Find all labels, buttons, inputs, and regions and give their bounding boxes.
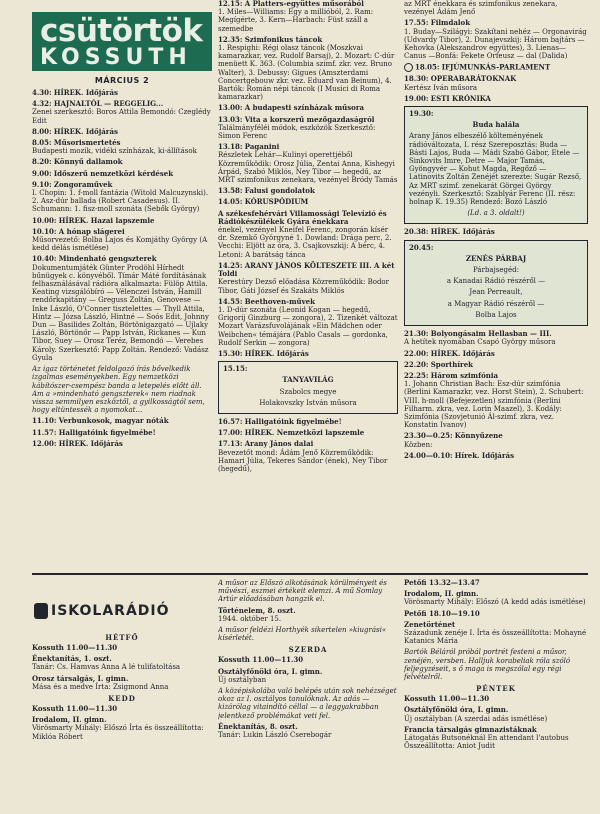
col1-time: 10.10: bbox=[32, 226, 57, 236]
col1-entry bbox=[32, 417, 212, 425]
col1-body: I. Chopin: 1. f-moll fantázia (Witold Malcuzynski). 2. Asz-dúr ballada (Robert Casadesus). II. Schumann: 1. fisz-moll szonáta (Sebők György) bbox=[32, 189, 209, 214]
col2-body: 1. D-dúr szonáta (Leonid Kogan — hegedű, Grigorij Ginzburg — zongora), 2. Tizenkét változat Mozart Varázsfuvolájának »Ein Mädchen oder Weibchen« témájára (Pablo Casals — gordonka, Rudolf Serkin — zongora) bbox=[218, 305, 398, 347]
col2-title: Vita a korszerű mezőgazdaságról bbox=[244, 114, 375, 124]
col1-time: 9.10: bbox=[32, 179, 52, 189]
col3c-time: 22.25: bbox=[404, 370, 429, 380]
col2-title: KÓRUSPÓDIUM bbox=[244, 197, 309, 207]
col1-entry bbox=[32, 217, 212, 225]
iskola-c-title: Zenetörténet bbox=[404, 619, 456, 629]
col1-time: 12.00: bbox=[32, 438, 57, 448]
col2-body: Részletek Lehár—Kulinyi operettjéből Közreműködik: Orosz Júlia, Zentai Anna, Kishegyi Árpád, Szabó Miklós, Ney Tibor — hegedű, az MRT szimfonikus zenekara, vezényel Bródy Tamás bbox=[218, 151, 398, 185]
col3-body: 1. Buday—Szilágyi: Szakítani nehéz — Orgonavirág (Udvardy Tibor), 2. Dunajevszkij: Három bajtárs — Kehovka (Alekszandrov együttes), 3. Lienas—Canus —Bonfá: Fekete Orfeusz — dal (Dalida) bbox=[404, 27, 587, 61]
col2-entry bbox=[218, 36, 398, 102]
col3c-body: Közben: bbox=[404, 440, 433, 449]
iskola-b-entry bbox=[218, 723, 398, 739]
col1-list bbox=[32, 89, 212, 448]
col2b-entry bbox=[218, 418, 398, 426]
col3c-body: A hetítek nyomában Csapó György műsora bbox=[404, 338, 556, 347]
col2b-title: Halligatóink figyelmébe! bbox=[244, 416, 342, 426]
buda-time: 19.30: bbox=[409, 109, 434, 119]
tanyavilag-sub2: Holakovszky István műsora bbox=[259, 398, 357, 407]
iskola-c-day-5: PÉNTEK bbox=[476, 684, 516, 694]
col1-entry bbox=[32, 429, 212, 437]
col2-entry bbox=[218, 210, 398, 259]
iskola-c-time: Kossuth 11.00—11.30 bbox=[404, 694, 490, 704]
col1-title: HÍREK. Hazai lapszemle bbox=[58, 215, 155, 225]
col2-time: 14.25: bbox=[218, 260, 243, 270]
col1-body: Budapesti mozik, vidéki színházak, ki-állítások bbox=[32, 147, 197, 156]
iskola-a-body: Tanár: Cs. Hamvas Anna A lé tulifatoltása bbox=[32, 663, 181, 672]
col3-title: IFJÚMUNKÁS-PARLAMENT bbox=[441, 62, 551, 72]
iskola-c-time: Petőfi 13.32—13.47 bbox=[404, 579, 480, 587]
col3c-time: 21.30: bbox=[404, 329, 429, 339]
col2b-entry bbox=[218, 440, 398, 473]
iskola-c-title: Francia társalgás gimnazistáknak bbox=[404, 724, 537, 734]
col2b-time: 16.57: bbox=[218, 416, 243, 426]
col3-title: ESTI KRÓNIKA bbox=[430, 93, 491, 103]
broadcast-icon bbox=[404, 63, 413, 72]
col2-entry bbox=[218, 350, 398, 358]
col3-entry bbox=[404, 75, 588, 91]
col2-time: 13.18: bbox=[218, 142, 243, 152]
col1-time: 8.05: bbox=[32, 138, 52, 148]
col1-entry bbox=[32, 228, 212, 253]
col1-title: Zongoraművek bbox=[53, 179, 113, 189]
iskola-c-entry bbox=[404, 590, 588, 606]
column-3 bbox=[404, 0, 588, 463]
col3-title: Filmdalok bbox=[430, 18, 471, 28]
iskola-b-title: Énektanítás, 8. oszt. bbox=[218, 721, 298, 731]
col1-title: HÍREK. Időjárás bbox=[53, 88, 118, 97]
col3-list bbox=[404, 0, 588, 103]
col2b-time: 17.00: bbox=[218, 428, 243, 438]
iskola-b-entry bbox=[218, 668, 398, 684]
iskola-c-body: Vörösmarty Mihály: Előszó (A kedd adás ismétlése) bbox=[404, 598, 586, 607]
iskola-b-body: A műsor az Előszó alkotásának körülményeit és művészi, eszmei értékeit elemzi. A mű Somlay Artúr előadásában hangzik el. bbox=[218, 579, 387, 604]
iskola-b-title: Történelem, 8. oszt. bbox=[218, 605, 296, 615]
col3c-list bbox=[404, 330, 588, 460]
iskola-a-entry bbox=[32, 705, 212, 713]
col2-body: 1. Miles—Williams: Egy a millióból, 2. Ram: Megígérte, 3. Kern—Harbach: Füst száll a szemedbe bbox=[218, 8, 374, 33]
iskola-c-body: Új osztályban (A szerdai adás ismétlése) bbox=[404, 714, 548, 723]
iskola-a-entry bbox=[32, 644, 212, 652]
col3c-title: Bolyongásaim Hellasban — III. bbox=[430, 329, 552, 339]
col1-body: Dokumentumjáték Günter Prodöhl Hírhedt bűnügyek c. könyvéből. Tímár Máté fordításának felhasználásával rádióra alkalmazta: Fülöp Attila. Keating vizsgálóbíró — Vélenczei István, Hamill rendőrkapitány — Greguss Zoltán, Genovese — Inke László, O'Conner tisztelettes — Thyll Attila, Hintz — Józsa László, Hintné — Soós Edit, Johnny Dun — Basilides Zoltán, Börtönigazgató — Ujlaky László, Börtönőr — Papp István, Rickanes — Kun Tibor, Suey — Orosz Teréz, Bemondó — Verebes Károly. Szerkesztő: Papp Zoltán. Rendező: Vadász Gyula bbox=[32, 263, 209, 362]
col1-entry bbox=[32, 181, 212, 214]
col1-time: 11.57: bbox=[32, 427, 57, 437]
col2-body: 1. Respighi: Régi olasz táncok (Moszkvai kamarazkar, vez. Rudolf Barsaj), 2. Mozart: C-dúr menüett K. 363. (Columbia szimf. zkr. vez. Bruno Walter), 3. Debussy: Gigues (Amszterdami Concertgebouw zkr. vez. Eduard van Beinum), 4. Bartók: Román népi táncok (I Musici di Roma kamarazkar) bbox=[218, 44, 395, 102]
col3c-body: 1. Johann Christian Bach: Esz-dúr szimfónia (Berlini Kamarazkr, vez. Horst Stein), 2. Schubert: VIII. h-moll (Befejezetlen) szimfónia (Berlini Filharm. zkra, vez. Lorin Maazel), 3. Kodály: Szimfónia (Szovjetunió Ál-szimf. zkra, vez. Konstatin Ivanov) bbox=[404, 380, 584, 430]
col1-body: Az igaz történetet feldolgozó írás bővelkedik izgalmas eseményekben. Egy nemzetközi kábítószer-csempész banda a letepelés előtt áll. Am a »mindenható gengszterek« nem riadnak vissza semmilyen eszköztől, a gyilkosságtól sem, hogy eltüntessék a nyomokat... bbox=[32, 365, 205, 415]
column-1 bbox=[32, 0, 212, 451]
buda-box bbox=[404, 106, 588, 224]
iskola-c-body: Látogatás Butsonéknál En attendant l'autobus Összeállította: Aniot Judit bbox=[404, 734, 569, 751]
col1-entry bbox=[32, 365, 212, 414]
col3c-entry bbox=[404, 350, 588, 358]
col1-title: A hónap slágerei bbox=[58, 226, 125, 236]
col2b-entry bbox=[218, 429, 398, 437]
iskola-b-body: Új osztályban bbox=[218, 675, 267, 684]
col2b-body: Bevezetőt mond: Ádám Jenő Közreműködik: Hamari Júlia, Tekeres Sándor (ének), Ney Tibor (hegedű), bbox=[218, 448, 388, 473]
col1-time: 8.00: bbox=[32, 126, 52, 136]
col1-entry bbox=[32, 158, 212, 166]
col1-title: Időszerű nemzetközi kérdések bbox=[53, 168, 174, 178]
iskola-a-title: Irodalom, II. gimn. bbox=[32, 715, 107, 725]
iskola-c-title: Irodalom, II. gimn. bbox=[404, 589, 479, 599]
col1-body: Műsorvezető: Bolba Lajos és Komjáthy György (A kedd délás ismétlése) bbox=[32, 236, 208, 253]
col1-entry bbox=[32, 170, 212, 178]
col2-time: 14.05: bbox=[218, 197, 243, 207]
col2-title: A budapesti színházak műsora bbox=[244, 103, 365, 113]
iskola-col-b bbox=[218, 579, 398, 742]
col2-title: Paganini bbox=[244, 142, 280, 152]
col2-entry bbox=[218, 262, 398, 295]
col3-entry bbox=[404, 95, 588, 103]
col2-time: 12.35: bbox=[218, 34, 243, 44]
tanyavilag-box bbox=[218, 361, 398, 414]
iskola-b-entry bbox=[218, 656, 398, 664]
col2-entry bbox=[218, 104, 398, 112]
zenes-l4: a Magyar Rádió részéről — bbox=[447, 299, 545, 308]
iskola-col-a bbox=[32, 579, 212, 744]
buda-note: (Ld. a 3. oldalt!) bbox=[467, 209, 525, 218]
masthead-day: csütörtök bbox=[40, 13, 203, 49]
col3c-time: 22.20: bbox=[404, 359, 429, 369]
col3c-entry bbox=[404, 432, 588, 448]
iskola-a-entry bbox=[32, 655, 212, 671]
col3b-title: HÍREK. Időjárás bbox=[430, 227, 495, 237]
col3b-entry bbox=[404, 228, 588, 236]
col3-title: OPERABARÁTOKNAK bbox=[430, 74, 517, 84]
iskola-c-entry bbox=[404, 579, 588, 587]
zenes-parbaj-box bbox=[404, 240, 588, 326]
col1-time: 10.40: bbox=[32, 254, 57, 264]
col1-entry bbox=[32, 100, 212, 125]
iskola-a-day-0: HÉTFŐ bbox=[105, 633, 139, 642]
col1-title: HÍREK. Időjárás bbox=[58, 438, 123, 448]
col3b-time: 20.38: bbox=[404, 227, 429, 237]
col2-time: 14.55: bbox=[218, 296, 243, 306]
iskolaradio-logo bbox=[34, 603, 212, 619]
col1-entry bbox=[32, 89, 212, 97]
col3-time: 18.30: bbox=[404, 74, 429, 84]
iskola-a-title: Énektanítás, 1. oszt. bbox=[32, 654, 112, 664]
col3c-entry bbox=[404, 372, 588, 429]
col2-time: 13.58: bbox=[218, 186, 243, 196]
iskola-a-time: Kossuth 11.00—11.30 bbox=[32, 643, 118, 652]
iskola-a-body: Mása és a medve Írta: Zsigmond Anna bbox=[32, 682, 169, 691]
col2-title: Szimfonikus táncok bbox=[244, 34, 323, 44]
iskola-b-body: 1944. október 15. bbox=[218, 614, 282, 623]
iskola-c-entry bbox=[404, 726, 588, 751]
zenes-l5: Bolba Lajos bbox=[475, 310, 517, 319]
col2-title: ARANY JÁNOS KÖLTESZETE III. A két Toldi bbox=[218, 260, 395, 279]
col1-time: 10.00: bbox=[32, 215, 57, 225]
iskola-a-entry bbox=[32, 675, 212, 691]
iskola-b-time: Kossuth 11.00—11.30 bbox=[218, 655, 304, 665]
iskola-b-entry bbox=[218, 607, 398, 623]
iskola-b-body: A középiskolába való belépés után sok nehézséget okoz az I. osztályos tanulóknak. Az adás — kizárólag vitaindító céllal — a leggyakrabban jelentkező problémákat veti fel. bbox=[218, 687, 397, 720]
tanyavilag-sub1: Szabolcs megye bbox=[279, 387, 337, 396]
zenes-l1: Párbajsegéd: bbox=[473, 266, 519, 275]
col2-body: Találmányféléi módok, eszközök Szerkesztő: Simon Ferenc bbox=[218, 123, 376, 141]
col3-time: 19.00: bbox=[404, 93, 429, 103]
col2-time: 12.15: bbox=[218, 0, 243, 8]
col1-time: 4.32: bbox=[32, 99, 52, 109]
col2-time: 15.30: bbox=[218, 348, 243, 358]
iskola-c-body: Bartók Béláról próbál portrét festeni a műsor, zenéjén, versben. Halljuk korabeliak róla szóló feljegyzéseit, s ő maga is megszólal egy régi felvételről. bbox=[404, 648, 571, 682]
col2-entry bbox=[218, 0, 398, 33]
iskola-a-time: Kossuth 11.00—11.30 bbox=[32, 704, 118, 714]
col2-title: HÍREK. Időjárás bbox=[244, 348, 309, 358]
col1-entry bbox=[32, 139, 212, 155]
iskola-a-day-4: KEDD bbox=[108, 694, 136, 704]
iskola-c-title: Osztályfőnöki óra, I. gimn. bbox=[404, 705, 509, 715]
zenes-time: 20.45: bbox=[409, 242, 434, 252]
col1-time: 11.10: bbox=[32, 416, 57, 426]
col2-entry bbox=[218, 187, 398, 195]
col3c-entry bbox=[404, 452, 588, 460]
buda-body: Arany János elbeszélő költeményének rádióváltozata, I. rész Szereposztás: Buda — Básti Lajos, Buda — Mádi Szabó Gábor, Etele — Sinkovits Imre, Detre — Major Tamás, Gyöngyvér — Kohut Magda, Regőző — Latinovits Zoltán Zenéjét szerezte: Sugár Rezső, Az MRT szimf. zenekarát Görgei György vezényli. Szerkesztő: Szablyár Ferenc (II. rész: holnap K. 19.35) Rendező: Bozó László bbox=[409, 132, 582, 207]
col2b-title: HÍREK. Nemzetközi lapszemle bbox=[244, 428, 365, 438]
masthead bbox=[32, 12, 212, 71]
col1-title: Mindenható gengszterek bbox=[58, 254, 157, 264]
col1-time: 9.00: bbox=[32, 168, 52, 178]
iskola-b-title: Osztályfőnöki óra, I. gimn. bbox=[218, 666, 323, 676]
iskola-b-entry bbox=[218, 626, 398, 642]
zenes-l2: a Kanadai Rádió részéről — bbox=[446, 277, 546, 286]
masthead-station: KOSSUTH bbox=[40, 45, 192, 70]
iskola-c-entry bbox=[404, 621, 588, 646]
iskola-b-entry bbox=[218, 687, 398, 720]
column-2 bbox=[218, 0, 398, 476]
col1-title: HAJNALTÓL — REGGELIG... bbox=[53, 99, 164, 109]
iskola-c-entry bbox=[404, 648, 588, 681]
iskola-c-entry bbox=[404, 706, 588, 722]
iskola-col-c bbox=[404, 579, 588, 753]
col2-title: A székesfehérvári Villamossági Televízió és Rádiókészülékek Gyára énekkara bbox=[218, 208, 387, 226]
col1-title: HÍREK. Időjárás bbox=[53, 126, 118, 136]
iskola-c-time: Petőfi 18.10—19.10 bbox=[404, 608, 480, 618]
col3c-entry bbox=[404, 361, 588, 369]
iskola-a-entry bbox=[32, 716, 212, 741]
tanyavilag-time: 15.15: bbox=[223, 364, 248, 374]
iskola-a-title: Orosz társalgás, I. gimn. bbox=[32, 673, 129, 683]
col2b-list bbox=[218, 418, 398, 473]
col1-time: 8.20: bbox=[32, 157, 52, 167]
microphone-icon bbox=[34, 603, 48, 619]
col2-entry bbox=[218, 116, 398, 141]
col3-entry bbox=[404, 0, 588, 16]
col3b-list bbox=[404, 228, 588, 236]
col1-entry bbox=[32, 128, 212, 136]
col2-title: A Platters-együttes műsorából bbox=[244, 0, 364, 8]
col2b-title: Arany János dalai bbox=[244, 439, 314, 449]
col1-title: Könnyű dallamok bbox=[53, 157, 123, 167]
col1-time: 4.30: bbox=[32, 88, 52, 97]
col1-entry bbox=[32, 440, 212, 448]
zenes-title: ZENÉS PÁRBAJ bbox=[465, 253, 527, 263]
col2-title: Falusi gondolatok bbox=[244, 186, 315, 196]
zenes-l3: Jean Perreault, bbox=[469, 288, 523, 297]
iskola-c-list bbox=[404, 579, 588, 750]
iskola-b-day-3: SZERDA bbox=[288, 645, 328, 655]
iskola-b-list bbox=[218, 579, 398, 739]
col1-title: Műsorismertetés bbox=[53, 138, 121, 148]
col3c-entry bbox=[404, 330, 588, 346]
col3c-time: 23.30—0.25: bbox=[404, 431, 453, 441]
col3c-title: HÍREK. Időjárás bbox=[430, 348, 495, 358]
tanyavilag-title: TANYAVILÁG bbox=[282, 375, 334, 385]
iskola-b-entry bbox=[218, 579, 398, 604]
iskola-b-body: Tanár: Lukin László Cserebogár bbox=[218, 731, 332, 740]
col2-body: Kerestúry Dezső előadása Közreműködik: Bodor Tibor, Gáti József és Szakáts Miklós bbox=[218, 278, 389, 295]
col1-title: Verbunkosok, magyar nóták bbox=[58, 416, 169, 426]
col3-body: az MRT énekkara és szimfonikus zenekara, vezényel Ádám Jenő bbox=[404, 0, 558, 17]
col2-list bbox=[218, 0, 398, 358]
col1-title: Halligatóink figyelmébe! bbox=[58, 427, 156, 437]
col2-entry bbox=[218, 198, 398, 206]
col1-entry bbox=[32, 255, 212, 362]
col3c-title: Könnyűzene bbox=[454, 431, 503, 441]
col3-entry bbox=[404, 63, 588, 72]
col3-time: 18.05: bbox=[415, 62, 440, 72]
col3c-title: Három szimfónia bbox=[430, 370, 499, 380]
col2-entry bbox=[218, 298, 398, 347]
col3c-title: Sporthírek bbox=[430, 359, 474, 369]
iskola-a-body: Vörösmarty Mihály: Előszó Írta és összeállította: Miklóa Róbert bbox=[32, 724, 204, 741]
iskolaradio-logo-text: ISKOLARÁDIÓ bbox=[51, 603, 170, 619]
col3-body: Kertész Iván műsora bbox=[404, 83, 478, 92]
program-date: MÁRCIUS 2 bbox=[94, 76, 150, 85]
iskola-c-entry bbox=[404, 610, 588, 618]
iskola-c-entry bbox=[404, 695, 588, 703]
col2-time: 13.03: bbox=[218, 114, 243, 124]
iskola-a-list bbox=[32, 633, 212, 741]
col2-entry bbox=[218, 143, 398, 184]
buda-title: Buda halála bbox=[472, 120, 520, 130]
col2-time: 13.00: bbox=[218, 103, 243, 113]
col3-entry bbox=[404, 19, 588, 60]
iskola-c-body: Századunk zenéje I. Írta és összeállította: Mohayné Katanics Mária bbox=[404, 629, 587, 646]
col2-title: Beethoven-művek bbox=[244, 296, 315, 306]
col3c-time: 24.00—0.10: bbox=[404, 450, 453, 460]
iskolaradio-section bbox=[32, 573, 588, 814]
col2-body: énekel, vezényel Kneifel Ferenc, zongorán kísér dr. Szemkő Györgyné 1. Dowland: Drága perc, 2. Vecchi: Eljött az óra, 3. Csajkovszkij: A bérc, 4. Letoni: A barátság tánca bbox=[218, 226, 392, 259]
col3c-title: Hírek. Időjárás bbox=[454, 450, 515, 460]
col1-body: Zenei szerkesztő: Boros Attila Bemondó: Czeglédy Edit bbox=[32, 108, 211, 125]
col2b-time: 17.13: bbox=[218, 439, 243, 449]
iskola-b-body: A műsor feldézi Horthyék sikertelen »kiugrási« kísérletét. bbox=[218, 626, 387, 643]
col3-time: 17.55: bbox=[404, 18, 429, 28]
col3c-time: 22.00: bbox=[404, 348, 429, 358]
